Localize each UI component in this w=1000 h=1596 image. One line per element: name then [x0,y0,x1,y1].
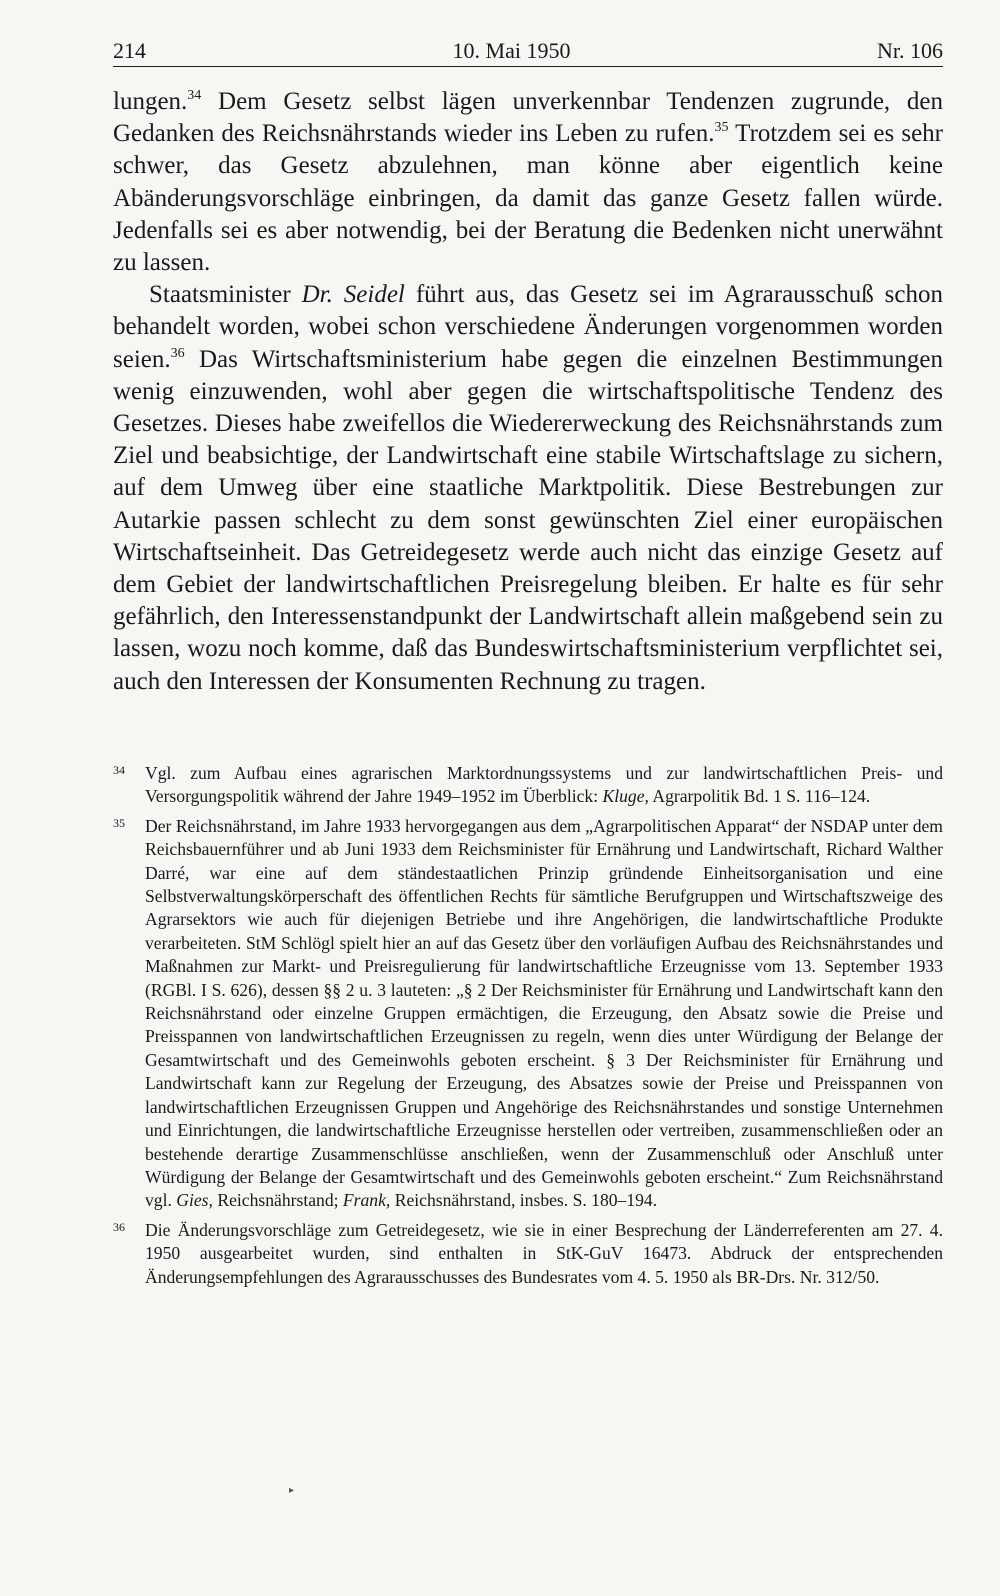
footnote-text: Die Änderungsvorschläge zum Getreidegesetz, wie sie in einer Besprechung der Länderreferenten am 27. 4. 1950 ausgearbeitet wurden, sind enthalten in StK-GuV 16473. Abdruck der entsprechenden Änderungsempfehlungen des Agrarausschusses des Bundesrates vom 4. 5. 1950 als BR-Drs. Nr. 312/50. [145,1219,943,1287]
footnote-35 [113,815,943,1213]
footnote-ref-36: 36 [170,345,185,361]
footnotes [113,762,943,1295]
paragraph-1 [113,86,943,279]
text-segment: führt aus, das Gesetz sei im Agrarausschuß schon behandelt worden, wobei schon verschiedene Änderungen vorgenommen worden seien. [113,281,943,373]
author-name: Gies, [176,1190,213,1211]
footnote-text: Reichsnährstand; [212,1190,343,1211]
footnote-number: 34 [113,763,125,777]
text-segment: Staatsminister [149,281,302,309]
text-segment: lungen. [113,88,188,115]
text-segment: Das Wirtschaftsministerium habe gegen die einzelnen Bestimmungen wenig einzuwenden, wohl aber gegen die wirtschaftspolitische Tendenz des Gesetzes. Dieses habe zweifellos die Wiedererweckung des Reichsnährstands zum Ziel und beabsichtige, der Landwirtschaft eine stabile Wirtschaftslage zu sichern, auf dem Umweg über eine staatliche Marktpolitik. Diese Bestrebungen zur Autarkie passen schlecht zu dem sonst gewünschten Ziel einer europäischen Wirtschaftseinheit. Das Getreidegesetz werde auch nicht das einzige Gesetz auf dem Gebiet der landwirtschaftlichen Preisregelung bleiben. Er halte es für sehr gefährlich, den Interessenstandpunkt der Landwirtschaft allein maßgebend sein zu lassen, wozu noch komme, daß das Bundeswirtschaftsministerium verpflichtet sei, auch den Interessen der Konsumenten Rechnung zu tragen. [113,345,943,695]
speaker-name: Dr. Seidel [301,281,405,309]
footnote-number: 35 [113,815,125,830]
main-text [113,86,943,698]
text-segment: Dem Gesetz selbst lägen unverkennbar Tendenzen zugrunde, den Gedanken des Reichsnährstands wieder ins Leben zu rufen. [113,88,943,148]
paragraph-2 [113,279,943,698]
issue-number: Nr. 106 [876,38,943,63]
header-date: 10. Mai 1950 [452,38,571,63]
header-rule [113,66,943,67]
footnote-36 [113,1219,943,1289]
footnote-text: Reichsnährstand, insbes. S. 180–194. [390,1190,658,1211]
page-number: 214 [113,38,146,63]
footnote-text: Vgl. zum Aufbau eines agrarischen Marktordnungssystems und zur landwirtschaftlichen Preis- und Versorgungspolitik während der Jahre 1949–1952 im Überblick: [145,763,943,807]
running-header [113,30,943,64]
footnote-text: Agrarpolitik Bd. 1 S. 116–124. [648,786,871,807]
footnote-ref-34: 34 [187,88,202,103]
author-name: Kluge, [602,786,649,807]
footnote-ref-35: 35 [714,120,729,136]
author-name: Frank, [342,1190,391,1211]
footnote-34 [113,762,943,809]
footnote-text: Der Reichsnährstand, im Jahre 1933 hervorgegangen aus dem „Agrarpolitischen Apparat“ der NSDAP unter dem Reichsbauernführer und ab Juni 1933 dem Reichsminister für Ernährung und Landwirtschaft, Richard Walther Darré, war eine auf dem ständestaatlichen Prinzip gründende Einheitsorganisation und eine Selbstverwaltungskörperschaft des öffentlichen Rechts für sämtliche Berufgruppen und Wirtschaftszweige des Agrarsektors wie auch für diejenigen Betriebe und ihre Angehörigen, die landwirtschaftliche Produkte verarbeiteten. StM Schlögl spielt hier an auf das Gesetz über den vorläufigen Aufbau des Reichsnährstandes und Maßnahmen zur Markt- und Preisregulierung für landwirtschaftliche Erzeugnisse vom 13. September 1933 (RGBl. I S. 626), dessen §§ 2 u. 3 lauteten: „§ 2 Der Reichsminister für Ernährung und Landwirtschaft kann den Reichsnährstand oder einzelne Gruppen ermächtigen, die Erzeugung, den Absatz sowie die Preise und Preisspannen von landwirtschaftlichen Erzeugnissen zu regeln, wenn dies unter Würdigung der Belange der Gesamtwirtschaft und des Gemeinwohls geboten erscheint. § 3 Der Reichsminister für Ernährung und Landwirtschaft kann zur Regelung der Erzeugung, des Absatzes sowie der Preise und Preisspannen von landwirtschaftlichen Erzeugnissen Gruppen und Angehörige des Reichsnährstandes und sonstige Unternehmen und Einrichtungen, die landwirtschaftliche Erzeugnisse herstellen oder vertreiben, zusammenschließen oder an bestehende derartige Zusammenschlüsse anschließen, wenn der Zusammenschluß oder Anschluß unter Würdigung der Belange der Gesamtwirtschaft und des Gemeinwohls geboten erscheint.“ Zum Reichsnährstand vgl. [145,815,943,1211]
text-segment: Trotzdem sei es sehr schwer, das Gesetz abzulehnen, man könne aber eigentlich keine Abänderungsvorschläge einbringen, da damit das ganze Gesetz fallen würde. Jedenfalls sei es aber notwendig, bei der Beratung die Bedenken nicht unerwähnt zu lassen. [113,120,943,277]
footnote-number: 36 [113,1219,125,1234]
scan-speck: ▸ [289,1485,295,1496]
